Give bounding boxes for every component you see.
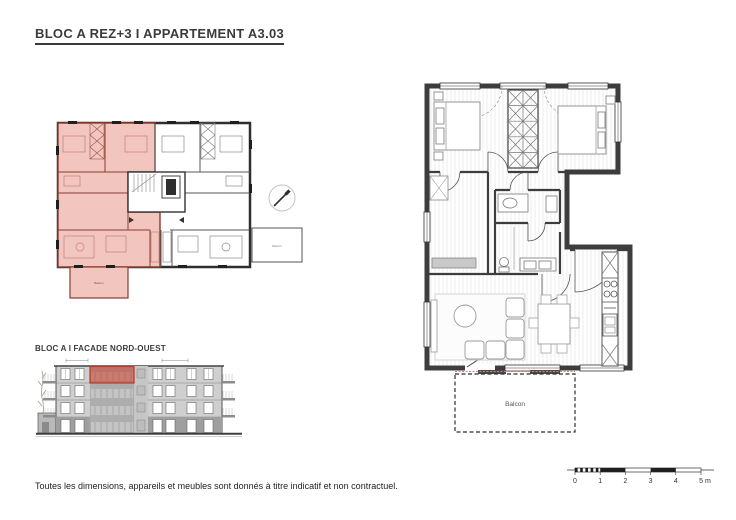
balcony-label: Balcon [505, 401, 525, 408]
bed-left [434, 92, 480, 160]
scale-bar [565, 462, 720, 488]
wc-fixtures [498, 194, 557, 212]
main-floor-plan [410, 62, 642, 440]
facade-dimension-marks [66, 359, 188, 363]
svg-text:5 m: 5 m [699, 478, 711, 485]
facade-drawing [36, 356, 246, 444]
north-arrow-icon [262, 178, 302, 218]
scale-bar-labels [573, 478, 711, 485]
svg-text:4: 4 [673, 478, 678, 485]
shelf-icon [432, 258, 476, 268]
svg-text:3: 3 [648, 478, 653, 485]
page-title: BLOC A REZ+3 I APPARTEMENT A3.03 [35, 26, 284, 45]
annex-door [42, 422, 49, 433]
svg-text:0: 0 [573, 478, 577, 485]
facade-apartment-highlight [90, 367, 134, 384]
living-room-furniture [431, 294, 579, 360]
svg-text:1: 1 [598, 478, 603, 485]
facade-label: BLOC A I FACADE NORD-OUEST [35, 344, 166, 353]
coffee-table-icon [454, 305, 476, 327]
key-plan-balcony-label: Balcon [94, 281, 104, 285]
tv-sideboard-icon [431, 300, 437, 352]
sink-icon [503, 198, 517, 208]
toilet-bowl-icon [500, 258, 509, 267]
svg-text:2: 2 [623, 478, 628, 485]
balcony [455, 372, 575, 433]
disclaimer-text: Toutes les dimensions, appareils et meubles sont donnés à titre indicatif et non contractuel. [35, 481, 398, 491]
key-plan-right-balcony-label: Balcon [272, 244, 282, 248]
dining-table [538, 304, 570, 344]
kitchen [602, 252, 618, 366]
toilet-icon [546, 196, 557, 212]
